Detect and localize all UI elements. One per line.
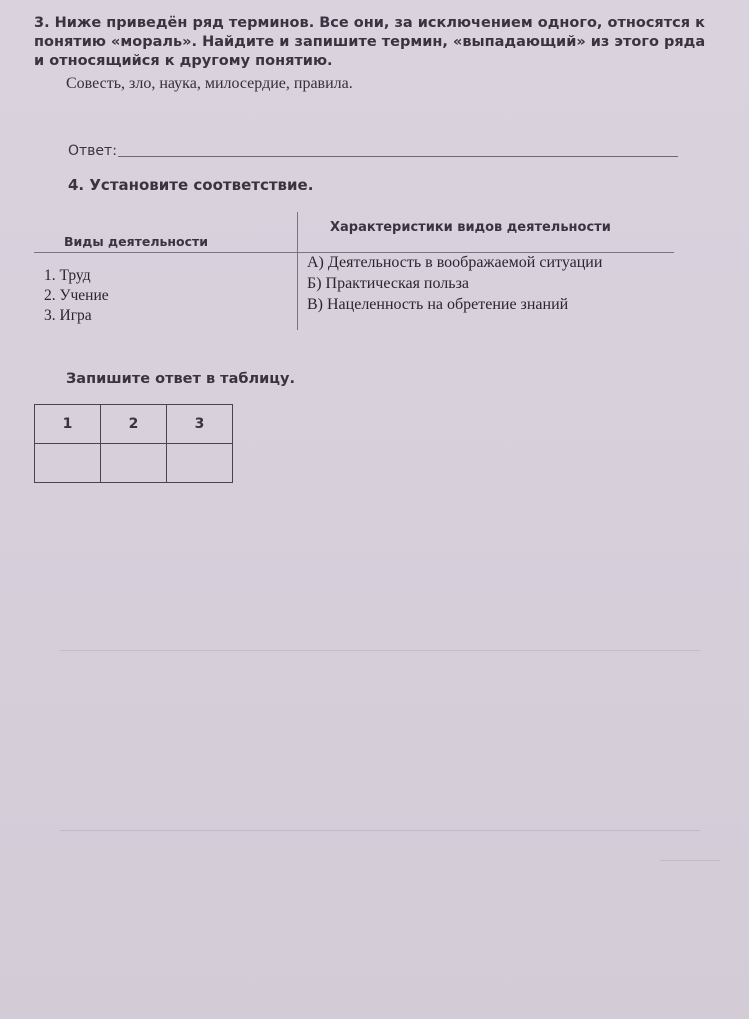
list-item: А) Деятельность в воображаемой ситуации (307, 254, 603, 271)
bleed-through-line (60, 830, 700, 831)
answer-row[interactable] (68, 140, 678, 164)
list-item: 2. Учение (44, 287, 109, 304)
bleed-through-line (660, 860, 720, 861)
write-answer-instruction: Запишите ответ в таблицу. (66, 371, 295, 387)
answer-label: Ответ: (68, 143, 117, 159)
task-3 (34, 14, 714, 93)
table-divider-vertical (297, 212, 298, 330)
task-3-number: 3. (34, 15, 50, 31)
task-4-title: 4. Установите соответствие. (68, 176, 314, 194)
task-3-terms: Совесть, зло, наука, милосердие, правила. (66, 75, 353, 92)
answer-cell[interactable] (35, 444, 101, 483)
header-characteristics: Характеристики видов деятельности (330, 220, 611, 235)
table-row (35, 405, 233, 444)
task-3-text: Ниже приведён ряд терминов. Все они, за исключением одного, относятся к понятию «мораль». Найдите и запишите термин, «выпадающий» из этого ряда и относящийся к другому понятию. (34, 15, 706, 69)
header-activity-types: Виды деятельности (64, 234, 209, 249)
activity-list (44, 266, 109, 326)
bleed-through-line (60, 650, 700, 651)
answer-table-header: 1 (35, 405, 101, 444)
characteristics-list (307, 252, 602, 315)
task-3-question (34, 14, 714, 71)
answer-cell[interactable] (167, 444, 233, 483)
answer-table (34, 404, 233, 483)
answer-table-header: 2 (101, 405, 167, 444)
list-item: 1. Труд (44, 267, 91, 284)
table-row (35, 444, 233, 483)
list-item: В) Нацеленность на обретение знаний (307, 296, 569, 313)
list-item: Б) Практическая польза (307, 275, 469, 292)
list-item: 3. Игра (44, 307, 92, 324)
answer-cell[interactable] (101, 444, 167, 483)
matching-table (34, 212, 674, 342)
answer-line[interactable] (118, 156, 678, 157)
answer-table-header: 3 (167, 405, 233, 444)
